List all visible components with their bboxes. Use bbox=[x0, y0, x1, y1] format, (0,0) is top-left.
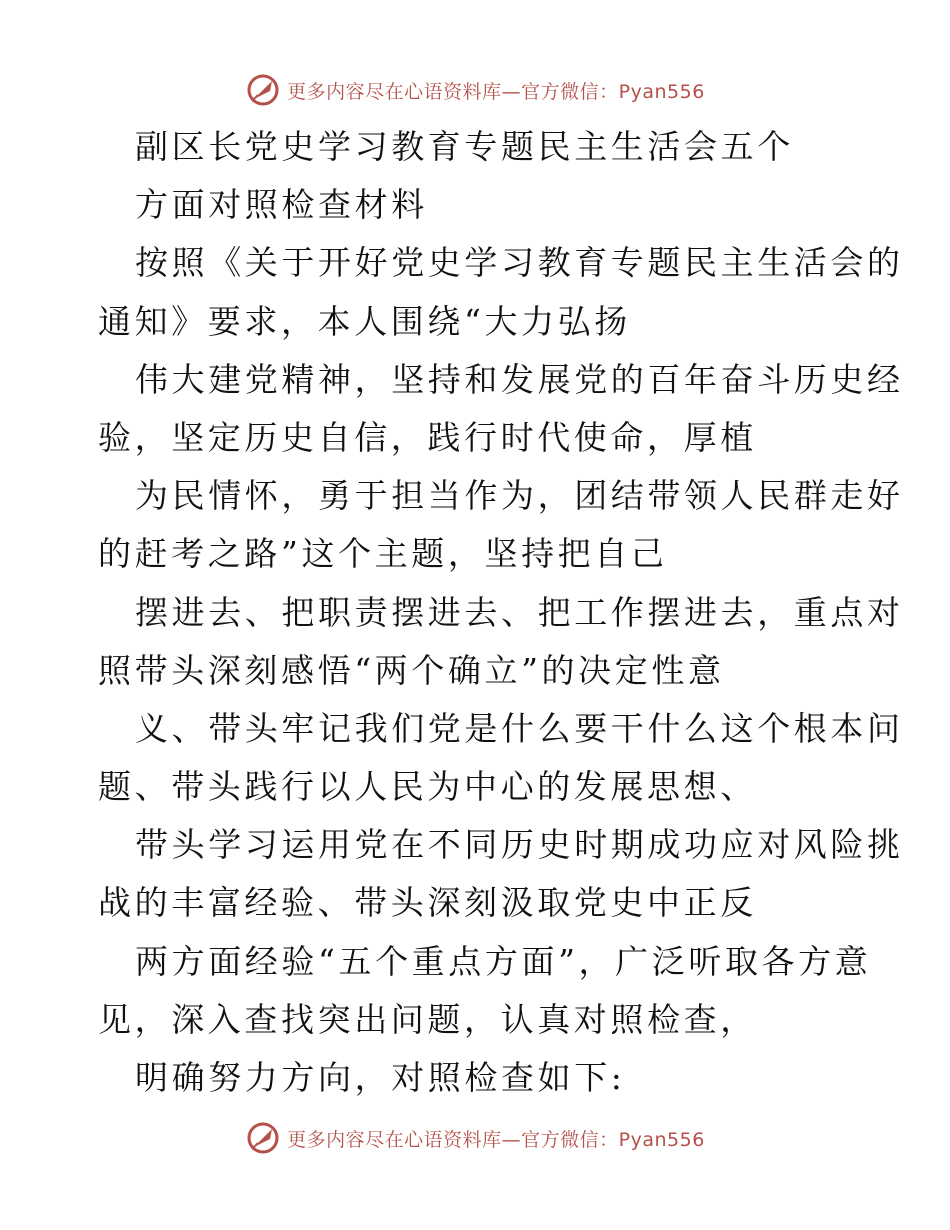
text-line: 带头学习运用党在不同历史时期成功应对风险挑 bbox=[135, 825, 904, 865]
text-line: 见，深入查找突出问题，认真对照检查， bbox=[98, 999, 757, 1039]
text-line: 的赶考之路”这个主题，坚持把自己 bbox=[98, 534, 668, 574]
text-line: 摆进去、把职责摆进去、把工作摆进去，重点对 bbox=[135, 592, 904, 632]
quill-logo-icon bbox=[245, 1120, 281, 1156]
text-line: 义、带头牢记我们党是什么要干什么这个根本问 bbox=[135, 708, 904, 748]
watermark-text: 更多内容尽在心语资料库—官方微信：Pyan556 bbox=[287, 80, 705, 103]
watermark-banner-bottom bbox=[0, 1118, 950, 1158]
text-line: 通知》要求，本人围绕“大力弘扬 bbox=[98, 301, 631, 341]
text-line: 两方面经验“五个重点方面”，广泛听取各方意 bbox=[135, 941, 872, 981]
text-line: 按照《关于开好党史学习教育专题民主生活会的 bbox=[135, 243, 904, 283]
text-line: 题、带头践行以人民为中心的发展思想、 bbox=[98, 767, 757, 807]
text-line: 明确努力方向，对照检查如下: bbox=[135, 1058, 626, 1097]
watermark-text: 更多内容尽在心语资料库—官方微信：Pyan556 bbox=[287, 1128, 705, 1151]
text-line: 为民情怀，勇于担当作为，团结带领人民群走好 bbox=[135, 476, 904, 516]
text-line: 副区长党史学习教育专题民主生活会五个 bbox=[135, 127, 794, 166]
text-line: 照带头深刻感悟“两个确立”的决定性意 bbox=[98, 650, 725, 690]
text-line: 伟大建党精神，坚持和发展党的百年奋斗历史经 bbox=[135, 359, 904, 399]
text-line: 验，坚定历史自信，践行时代使命，厚植 bbox=[98, 417, 757, 457]
text-line: 战的丰富经验、带头深刻汲取党史中正反 bbox=[98, 883, 757, 923]
watermark-banner-top bbox=[0, 70, 950, 110]
text-line: 方面对照检查材料 bbox=[135, 185, 428, 225]
document-body bbox=[98, 118, 904, 1107]
quill-logo-icon bbox=[245, 72, 281, 108]
